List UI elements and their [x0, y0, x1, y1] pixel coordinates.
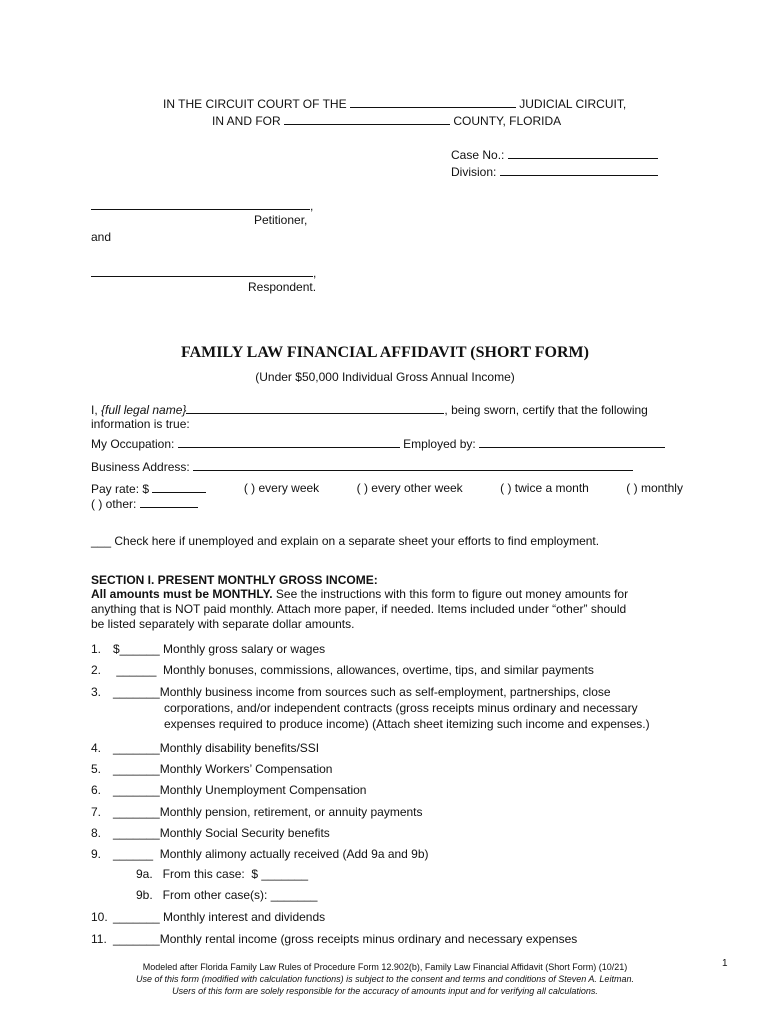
- full-legal-name-hint: {full legal name}: [101, 403, 187, 417]
- item-3-cont-2: expenses required to produce income) (Attach sheet itemizing such income and expenses.): [164, 717, 650, 731]
- item-number: 9.: [91, 847, 102, 861]
- item-number: 10.: [91, 910, 108, 924]
- occupation-field[interactable]: [178, 437, 400, 448]
- item-number: 4.: [91, 741, 102, 755]
- pay-rate-label: Pay rate: $: [91, 482, 150, 496]
- occupation-label: My Occupation:: [91, 437, 175, 451]
- item-number: 11.: [91, 932, 107, 946]
- income-item[interactable]: [91, 805, 423, 820]
- division-row: [451, 165, 658, 178]
- item-text: $______ Monthly gross salary or wages: [113, 642, 326, 656]
- item-number: 6.: [91, 783, 102, 797]
- income-item[interactable]: [91, 932, 577, 947]
- pay-twice-a-month-option[interactable]: ( ) twice a month: [500, 481, 589, 495]
- item-number: 3.: [91, 685, 102, 699]
- county-label: COUNTY, FLORIDA: [453, 114, 562, 128]
- pay-rate-field[interactable]: [152, 482, 206, 493]
- item-text: _______Monthly pension, retirement, or annuity payments: [113, 805, 423, 819]
- instructions-text-2: anything that is NOT paid monthly. Attach more paper, if needed. Items included under “other” should: [91, 602, 627, 616]
- business-address-row: [91, 460, 633, 473]
- pay-other-option[interactable]: ( ) other:: [91, 497, 137, 511]
- county-field[interactable]: [284, 114, 450, 125]
- page-number: 1: [722, 958, 728, 969]
- petitioner-row: [91, 199, 313, 212]
- item-number: 1.: [91, 642, 102, 656]
- income-item[interactable]: [91, 741, 319, 756]
- intro-line-2: information is true:: [91, 417, 190, 431]
- item-text: ______ Monthly alimony actually received (Add 9a and 9b): [113, 847, 429, 861]
- income-item[interactable]: [91, 663, 594, 678]
- section-1-instructions: [91, 587, 683, 632]
- in-and-for-label: IN AND FOR: [212, 114, 281, 128]
- full-legal-name-field[interactable]: [186, 403, 444, 414]
- court-header-line-1: [163, 97, 626, 110]
- item-text: _______Monthly Social Security benefits: [113, 826, 330, 840]
- income-item[interactable]: [91, 826, 330, 841]
- case-no-field[interactable]: [508, 148, 658, 159]
- item-text: _______Monthly disability benefits/SSI: [113, 741, 320, 755]
- item-number: 2.: [91, 663, 102, 677]
- case-no-row: [451, 148, 658, 161]
- income-item[interactable]: [91, 762, 332, 777]
- footer-line-1: Modeled after Florida Family Law Rules of Procedure Form 12.902(b), Family Law Financial Affidavit (Short Form) (10/21): [142, 962, 628, 972]
- footer-line-2: Use of this form (modified with calculation functions) is subject to the consent and terms and conditions of Steven A. Leitman.: [136, 974, 634, 984]
- item-number: 5.: [91, 762, 102, 776]
- item-number: 8.: [91, 826, 102, 840]
- and-label: and: [91, 230, 112, 244]
- income-item[interactable]: [91, 847, 429, 862]
- form-title: FAMILY LAW FINANCIAL AFFIDAVIT (SHORT FORM): [181, 344, 589, 361]
- court-header-line-2: [212, 114, 561, 127]
- pay-other-row: [91, 497, 198, 510]
- occupation-row: [91, 437, 665, 450]
- respondent-comma: ,: [313, 266, 317, 280]
- unemployed-checkbox-line[interactable]: ___ Check here if unemployed and explain on a separate sheet your efforts to find employment.: [91, 534, 600, 548]
- petitioner-label: Petitioner,: [254, 213, 308, 227]
- footer-line-3: Users of this form are solely responsible for the accuracy of amounts input and for verifying all calculations.: [172, 986, 598, 996]
- section-1-heading: SECTION I. PRESENT MONTHLY GROSS INCOME:: [91, 573, 378, 587]
- court-label: IN THE CIRCUIT COURT OF THE: [163, 97, 347, 111]
- case-no-label: Case No.:: [451, 148, 505, 162]
- monthly-notice: All amounts must be MONTHLY.: [91, 587, 273, 601]
- income-item[interactable]: [91, 783, 366, 798]
- petitioner-name-field[interactable]: [91, 199, 310, 210]
- employer-field[interactable]: [479, 437, 665, 448]
- income-item[interactable]: [91, 910, 325, 925]
- item-text: _______ Monthly interest and dividends: [113, 910, 326, 924]
- item-text: _______Monthly Unemployment Compensation: [113, 783, 367, 797]
- income-item[interactable]: [91, 685, 611, 700]
- pay-other-field[interactable]: [140, 497, 198, 508]
- petitioner-comma: ,: [310, 199, 314, 213]
- intro-prefix: I,: [91, 403, 102, 417]
- item-text: _______Monthly Workers’ Compensation: [113, 762, 333, 776]
- respondent-name-field[interactable]: [91, 266, 313, 277]
- item-9a[interactable]: 9a. From this case: $ _______: [136, 867, 309, 881]
- form-subtitle: (Under $50,000 Individual Gross Annual Income): [255, 370, 515, 384]
- pay-every-week-option[interactable]: ( ) every week: [243, 481, 320, 495]
- business-address-field[interactable]: [193, 460, 633, 471]
- respondent-label: Respondent.: [248, 280, 317, 294]
- division-label: Division:: [451, 165, 497, 179]
- business-address-label: Business Address:: [91, 460, 190, 474]
- judicial-circuit-label: JUDICIAL CIRCUIT,: [519, 97, 627, 111]
- item-3-cont-1: corporations, and/or independent contracts (gross receipts minus ordinary and necessary: [164, 701, 638, 715]
- item-text: _______Monthly business income from sources such as self-employment, partnerships, close: [113, 685, 611, 699]
- income-item[interactable]: [91, 642, 325, 657]
- intro-line: [91, 403, 648, 416]
- respondent-row: [91, 266, 316, 279]
- item-text: ______ Monthly bonuses, commissions, allowances, overtime, tips, and similar payments: [113, 663, 594, 677]
- division-field[interactable]: [500, 165, 658, 176]
- instructions-text-1: See the instructions with this form to figure out money amounts for: [272, 587, 629, 601]
- intro-suffix: , being sworn, certify that the following: [444, 403, 648, 417]
- instructions-text-3: be listed separately with separate dollar amounts.: [91, 617, 355, 631]
- pay-rate-row: [91, 482, 683, 495]
- pay-monthly-option[interactable]: ( ) monthly: [626, 481, 683, 495]
- item-text: _______Monthly rental income (gross receipts minus ordinary and necessary expenses: [113, 932, 578, 946]
- judicial-circuit-field[interactable]: [350, 97, 516, 108]
- item-3-continuation: [164, 700, 684, 732]
- item-number: 7.: [91, 805, 102, 819]
- employed-by-label: Employed by:: [403, 437, 476, 451]
- pay-every-other-week-option[interactable]: ( ) every other week: [356, 481, 463, 495]
- item-9b[interactable]: 9b. From other case(s): _______: [136, 888, 318, 902]
